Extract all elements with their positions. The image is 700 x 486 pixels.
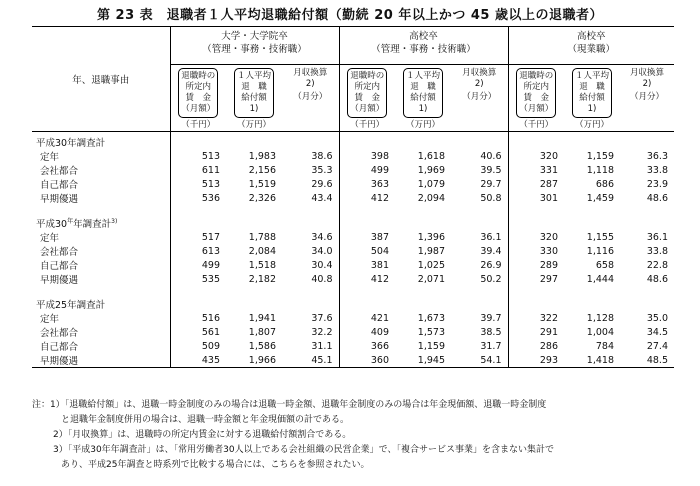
table-cell: 43.4 (311, 192, 333, 204)
table-cell: 381 (339, 258, 395, 272)
benefit-header: １人平均 退 職 給付額 1) （万円） (564, 65, 620, 132)
group-header-univ: 大学・大学院卒 （管理・事務・技術職） (170, 27, 339, 65)
row-label: 早期優遇 (32, 353, 170, 368)
table-cell: 1,155 (586, 231, 614, 243)
table-cell: 36.1 (480, 231, 502, 243)
table-cell: 36.1 (646, 231, 668, 243)
table-cell: 45.1 (282, 353, 339, 368)
table-row (32, 163, 674, 177)
table-cell: 1,459 (586, 192, 614, 204)
row-label: 定年 (40, 233, 60, 244)
table-cell: 1,573 (417, 326, 445, 338)
table-title: 第 23 表 退職者１人平均退職給付額（勤続 20 年以上かつ 45 歳以上の退職者） (97, 8, 603, 23)
table-row (32, 339, 674, 353)
table-cell: 1,418 (564, 353, 620, 368)
table-cell: 38.6 (311, 150, 333, 162)
table-cell: 293 (508, 353, 564, 368)
table-row (32, 230, 674, 244)
table-cell: 33.8 (646, 245, 668, 257)
table-cell: 34.0 (311, 245, 333, 257)
table-cell: 1,618 (417, 150, 445, 162)
table-cell: 1,983 (248, 150, 276, 162)
table-cell: 1,444 (586, 273, 614, 285)
table-row (32, 244, 674, 258)
table-row (32, 311, 674, 325)
row-label: 自己都合 (40, 342, 79, 353)
footnotes (32, 398, 682, 473)
section-title: 平成$30^年$年調査計$^{3)}$ (36, 217, 118, 230)
table-cell: 2,182 (248, 273, 276, 285)
table-cell: 320 (508, 149, 564, 163)
table-cell: 360 (339, 353, 395, 368)
table-cell: 331 (508, 163, 564, 177)
row-label: 会社都合 (40, 328, 79, 339)
row-header: 年、退職事由 (32, 27, 170, 132)
table-cell: 54.1 (451, 353, 508, 368)
table-cell: 48.6 (646, 192, 668, 204)
table-row (32, 325, 674, 339)
table-cell: 1,118 (586, 164, 614, 176)
table-cell: 34.5 (646, 326, 668, 338)
table-cell: 2,326 (248, 192, 276, 204)
table-cell: 412 (339, 191, 395, 205)
note-1-cont: と退職年金制度併用の場合は、退職一時金額と年金現価額の計である。 (61, 415, 350, 425)
table-cell: 34.6 (311, 231, 333, 243)
table-cell: 499 (339, 163, 395, 177)
table-cell: 22.8 (646, 259, 668, 271)
table-cell: 1,025 (417, 259, 445, 271)
table-cell: 513 (170, 177, 226, 191)
section-title: 平成30年調査計 (36, 138, 106, 149)
table-cell: 561 (170, 325, 226, 339)
table-cell: 366 (339, 339, 395, 353)
table-cell: 50.2 (480, 273, 502, 285)
row-label: 定年 (40, 152, 60, 163)
table-cell: 2,094 (417, 192, 445, 204)
table-cell: 1,987 (417, 245, 445, 257)
table-cell: 39.5 (480, 164, 502, 176)
table-cell: 29.7 (480, 178, 502, 190)
row-label: 自己都合 (40, 261, 79, 272)
table-row (32, 177, 674, 191)
table-cell: 320 (508, 230, 564, 244)
table-cell: 39.7 (480, 312, 502, 324)
table-cell: 409 (339, 325, 395, 339)
table-cell: 291 (508, 325, 564, 339)
group-header-hs-admin: 高校卒 （管理・事務・技術職） (339, 27, 508, 65)
table-cell: 658 (595, 259, 614, 271)
table-cell: 513 (170, 149, 226, 163)
table-cell: 1,788 (248, 231, 276, 243)
table-cell: 2,084 (248, 245, 276, 257)
table-cell: 1,518 (248, 259, 276, 271)
table-cell: 2,156 (248, 164, 276, 176)
wage-header: 退職時の 所定内 賃 金 （月額） （千円） (508, 65, 564, 132)
table-cell: 611 (170, 163, 226, 177)
table-cell: 26.9 (480, 259, 502, 271)
table-cell: 36.3 (646, 150, 668, 162)
table-cell: 435 (170, 353, 226, 368)
table-cell: 286 (508, 339, 564, 353)
table-cell: 1,969 (417, 164, 445, 176)
row-label: 早期優遇 (40, 194, 79, 205)
table-cell: 330 (508, 244, 564, 258)
table-cell: 1,941 (248, 312, 276, 324)
table-cell: 33.8 (646, 164, 668, 176)
table-cell: 27.4 (646, 340, 668, 352)
table-cell: 1,966 (226, 353, 282, 368)
table-cell: 421 (339, 311, 395, 325)
table-cell: 1,159 (586, 150, 614, 162)
table-cell: 48.6 (646, 273, 668, 285)
table-cell: 29.6 (311, 178, 333, 190)
table-cell: 1,079 (417, 178, 445, 190)
table-cell: 784 (595, 340, 614, 352)
table-cell: 40.8 (311, 273, 333, 285)
row-label: 会社都合 (40, 247, 79, 258)
row-label: 自己都合 (40, 180, 79, 191)
table-cell: 504 (339, 244, 395, 258)
table-cell: 37.6 (311, 312, 333, 324)
table-cell: 516 (170, 311, 226, 325)
table-cell: 1,673 (417, 312, 445, 324)
monthly-conversion-header: 月収換算 2) （月分） (451, 65, 508, 132)
monthly-conversion-header: 月収換算 2) （月分） (282, 65, 339, 132)
table-cell: 40.6 (480, 150, 502, 162)
table-cell: 398 (339, 149, 395, 163)
table-cell: 2,071 (417, 273, 445, 285)
table-cell: 613 (170, 244, 226, 258)
table-cell: 50.8 (480, 192, 502, 204)
table-row (32, 191, 674, 205)
table-cell: 30.4 (311, 259, 333, 271)
table-cell: 23.9 (646, 178, 668, 190)
benefit-header: １人平均 退 職 給付額 1) （万円） (395, 65, 451, 132)
benefit-header: １人平均 退 職 給付額 1) （万円） (226, 65, 282, 132)
table-cell: 387 (339, 230, 395, 244)
table-cell: 1,396 (417, 231, 445, 243)
table-cell: 35.3 (311, 164, 333, 176)
table-cell: 1,807 (248, 326, 276, 338)
table-cell: 31.7 (480, 340, 502, 352)
table-cell: 363 (339, 177, 395, 191)
table-cell: 289 (508, 258, 564, 272)
table-cell: 1,116 (586, 245, 614, 257)
table-cell: 301 (508, 191, 564, 205)
table-cell: 322 (508, 311, 564, 325)
table-row (32, 149, 674, 163)
wage-header: 退職時の 所定内 賃 金 （月額） （千円） (170, 65, 226, 132)
table-cell: 509 (170, 339, 226, 353)
table-cell: 31.1 (311, 340, 333, 352)
note-3-cont: あり、平成25年調査と時系列で比較する場合には、こちらを参照されたい。 (61, 460, 370, 470)
table-cell: 48.5 (620, 353, 674, 368)
table-row (32, 258, 674, 272)
table-row (32, 353, 674, 368)
table-cell: 39.4 (480, 245, 502, 257)
table-cell: 297 (508, 272, 564, 286)
table-cell: 517 (170, 230, 226, 244)
row-label: 会社都合 (40, 166, 79, 177)
table-cell: 1,128 (586, 312, 614, 324)
note-2: 2）「月収換算」は、退職時の所定内賃金に対する退職給付額割合である。 (53, 430, 352, 440)
note-1: 注：1）「退職給付額」は、退職一時金制度のみの場合は退職一時金額、退職年金制度のみの場合は年金現価額、退職一時金制度 (32, 400, 547, 410)
wage-header: 退職時の 所定内 賃 金 （月額） （千円） (339, 65, 395, 132)
table-cell: 287 (508, 177, 564, 191)
table-cell: 1,159 (417, 340, 445, 352)
group-header-hs-field: 高校卒 （現業職） (508, 27, 674, 65)
row-label: 定年 (40, 314, 60, 325)
table-row (32, 272, 674, 286)
table-cell: 535 (170, 272, 226, 286)
table-cell: 1,945 (395, 353, 451, 368)
row-label: 早期優遇 (40, 275, 79, 286)
table-cell: 536 (170, 191, 226, 205)
table-cell: 412 (339, 272, 395, 286)
section-title: 平成25年調査計 (36, 300, 106, 311)
monthly-conversion-header: 月収換算 2) （月分） (620, 65, 674, 132)
table-cell: 32.2 (311, 326, 333, 338)
table-cell: 1,004 (586, 326, 614, 338)
note-3: 3）「平成30年年調査計」は、「常用労働者30人以上である会社組織の民営企業」で、「複合サービス事業」を含まない集計で (53, 445, 554, 455)
table-cell: 686 (595, 178, 614, 190)
table-cell: 1,519 (248, 178, 276, 190)
table-cell: 38.5 (480, 326, 502, 338)
table-cell: 35.0 (646, 312, 668, 324)
table-cell: 499 (170, 258, 226, 272)
retirement-benefit-table (32, 26, 674, 368)
table-cell: 1,586 (248, 340, 276, 352)
